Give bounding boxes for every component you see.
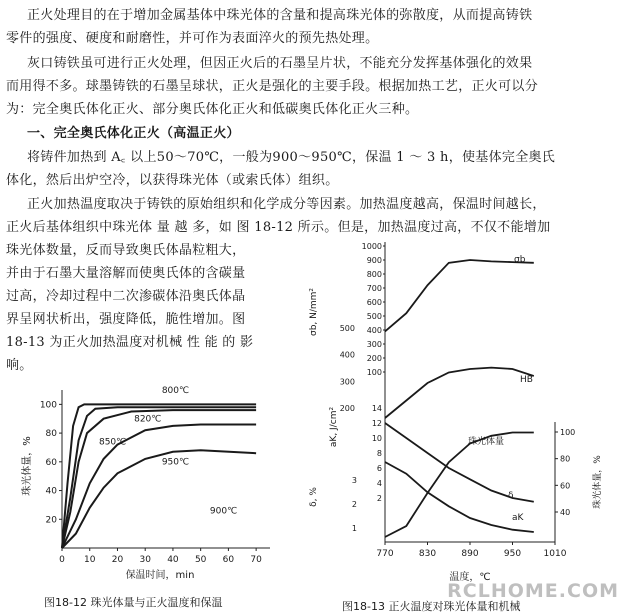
- paragraph-4-line-8: 响。: [6, 358, 33, 373]
- fig13-curve-label-pearlite: 珠光体量: [468, 437, 505, 447]
- fig13-ak-tick-label: 8: [376, 449, 382, 458]
- fig13-ak-tick-label: 14: [371, 404, 382, 413]
- paragraph-4-line-5: 过高，冷却过程中二次渗碳体沿奥氏体晶: [6, 289, 246, 304]
- fig13-right-tick-label: 60: [560, 481, 571, 491]
- fig13-sigma-tick-label: 100: [366, 368, 382, 377]
- fig12-series-label: 950℃: [161, 457, 190, 468]
- paragraph-3-line-1: 将铸件加热到 A꜀ 以上50～70℃，一般为900～950℃，保温 1 ～ 3 h，使基体完全奥氏: [27, 150, 556, 165]
- fig12-x-tick-label: 0: [59, 555, 65, 565]
- fig12-x-tick-label: 20: [111, 555, 124, 565]
- fig13-sigma-tick-label: 800: [366, 270, 382, 279]
- fig12-x-tick-label: 50: [194, 555, 207, 565]
- figure-18-12-chart: [10, 380, 300, 585]
- paragraph-1-line-2: 零件的强度、硬度和耐磨性，并可作为表面淬火的预先热处理。: [6, 31, 379, 46]
- fig13-sigma-tick-label: 1000: [361, 242, 382, 251]
- paragraph-1-line-1: 正火处理目的在于增加金属基体中珠光体的含量和提高珠光体的弥散度，从而提高铸铁: [27, 8, 533, 23]
- fig12-y-tick-label: 20: [45, 515, 57, 526]
- paragraph-2-line-3: 为：完全奥氏体化正火、部分奥氏体化正火和低碳奥氏体化正火三种。: [6, 102, 419, 117]
- fig13-delta-tick-label: 1: [351, 524, 357, 533]
- section-heading: 一、完全奥氏体化正火（高温正火）: [27, 126, 240, 141]
- fig13-sigma-tick-label: 500: [366, 312, 382, 321]
- fig12-x-tick-label: 40: [167, 555, 179, 565]
- figure-18-12-caption: 图18-12 珠光体量与正火温度和保温: [44, 596, 223, 609]
- paragraph-4-line-6: 界呈网状析出，强度降低，脆性增加。图: [6, 312, 246, 327]
- fig13-x-tick-label: 950: [503, 549, 522, 559]
- fig13-ak-tick-label: 10: [371, 434, 382, 443]
- fig13-sigma-tick-label: 900: [366, 256, 382, 265]
- paragraph-4-line-2: 正火后基体组织中珠光体 量 越 多，如 图 18-12 所示。但是，加热温度过高，不仅不能增加: [6, 220, 551, 235]
- figure-18-13-caption: 图18-13 正火温度对珠光体量和机械: [342, 600, 521, 613]
- fig12-series-line: [62, 425, 256, 549]
- fig12-series-label: 820℃: [134, 414, 162, 425]
- fig13-hb-tick-label: 200: [339, 404, 355, 413]
- fig13-x-tick-label: 1010: [543, 549, 567, 559]
- fig13-sigma-tick-label: 300: [366, 340, 382, 349]
- fig12-series-label: 850℃: [98, 437, 127, 448]
- paragraph-4-line-4: 并由于石墨大量溶解而使奥氏体的含碳量: [6, 266, 246, 281]
- fig12-y-tick-label: 60: [45, 457, 57, 468]
- fig13-delta-tick-label: 3: [351, 476, 357, 485]
- paragraph-3-line-2: 体化，然后出炉空冷，以获得珠光体（或索氏体）组织。: [6, 173, 339, 188]
- fig12-x-tick-label: 60: [222, 555, 235, 565]
- fig12-y-tick-label: 100: [39, 400, 57, 411]
- fig13-ak-tick-label: 6: [376, 464, 382, 473]
- fig13-right-tick-label: 100: [560, 428, 576, 437]
- fig12-ylabel: 珠光体量，%: [22, 436, 33, 496]
- fig13-x-tick-label: 770: [376, 549, 394, 559]
- fig12-x-tick-label: 10: [84, 555, 96, 565]
- fig13-series-line: [385, 260, 534, 331]
- figure-18-13-chart: [300, 232, 620, 592]
- fig12-series-line: [62, 450, 256, 548]
- fig13-sigma-tick-label: 200: [366, 354, 382, 363]
- fig13-label-ak: aK, J/cm²: [329, 406, 339, 448]
- fig13-label-right: 珠光体量，%: [593, 455, 603, 509]
- fig13-curve-label-hb: HB: [520, 375, 533, 385]
- fig13-x-tick-label: 830: [418, 549, 437, 559]
- fig13-right-tick-label: 40: [560, 508, 571, 517]
- fig13-ak-tick-label: 4: [376, 479, 382, 488]
- fig12-y-tick-label: 40: [45, 486, 57, 497]
- paragraph-2-line-1: 灰口铸铁虽可进行正火处理，但因正火后的石墨呈片状，不能充分发挥基体强化的效果: [27, 56, 533, 71]
- fig13-ak-tick-label: 2: [376, 494, 382, 503]
- fig12-xlabel: 保温时间，min: [125, 570, 195, 581]
- fig12-series-label: 900℃: [209, 506, 238, 517]
- watermark: RCLHOME.COM: [447, 580, 619, 602]
- fig13-curve-label-ak: aK: [512, 513, 524, 523]
- fig13-curve-label-sigma: σb: [514, 255, 526, 265]
- paragraph-4-line-3: 珠光体数量，反而导致奥氏体晶粒粗大，: [6, 243, 246, 258]
- paragraph-4-line-1: 正火加热温度取决于铸铁的原始组织和化学成分等因素。加热温度越高，保温时间越长，: [27, 197, 546, 212]
- fig13-xlabel: 温度，℃: [449, 572, 491, 583]
- fig13-sigma-tick-label: 400: [366, 326, 382, 335]
- fig13-curve-label-delta: δ: [508, 491, 514, 501]
- fig13-label-sigma: σb, N/mm²: [309, 287, 319, 337]
- fig13-series-line: [385, 423, 534, 502]
- fig12-series-line: [62, 404, 256, 548]
- paragraph-2-line-2: 而用得不多。球墨铸铁的石墨呈球状，正火是强化的主要手段。根据加热工艺，正火可以分: [6, 79, 539, 94]
- fig12-x-tick-label: 70: [250, 555, 262, 565]
- fig13-sigma-tick-label: 700: [366, 284, 382, 293]
- fig12-series-label: 800℃: [161, 385, 190, 396]
- fig13-x-tick-label: 890: [461, 549, 479, 559]
- fig13-hb-tick-label: 500: [339, 324, 355, 333]
- fig13-delta-tick-label: 2: [351, 500, 357, 509]
- fig13-hb-tick-label: 300: [339, 377, 355, 387]
- fig13-sigma-tick-label: 600: [366, 298, 382, 307]
- fig13-ak-tick-label: 12: [371, 419, 382, 428]
- fig12-y-tick-label: 80: [45, 429, 57, 440]
- paragraph-4-line-7: 18-13 为正火加热温度对机械 性 能 的 影: [6, 335, 254, 350]
- fig13-hb-tick-label: 400: [339, 350, 355, 360]
- fig13-right-tick-label: 80: [560, 454, 571, 464]
- fig13-label-delta: δ, %: [309, 487, 319, 507]
- fig12-x-tick-label: 30: [139, 555, 151, 565]
- fig13-series-line: [385, 368, 534, 418]
